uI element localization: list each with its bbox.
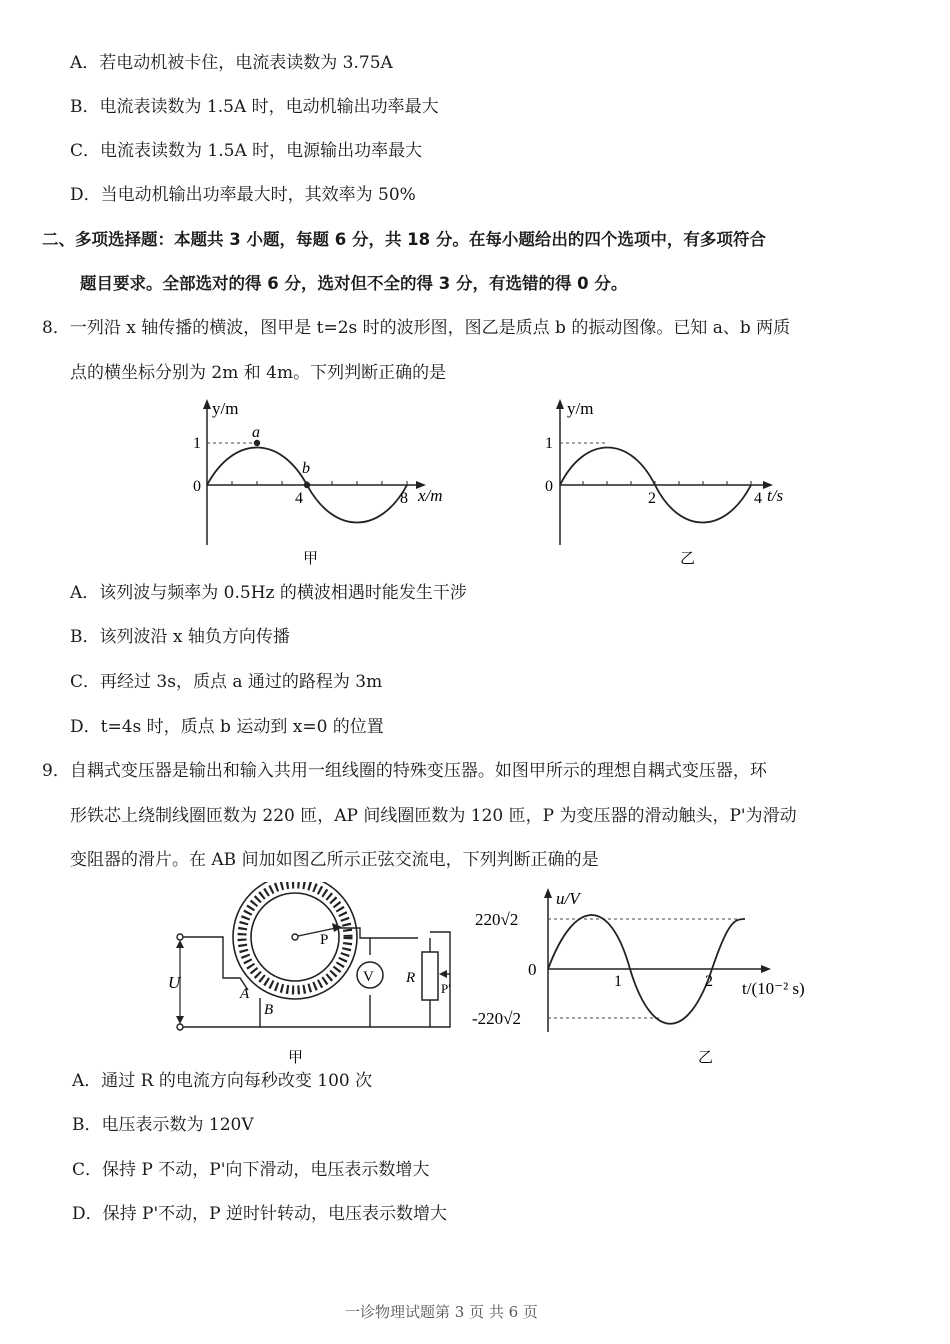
- q8-stem-line2: 点的横坐标分别为 2m 和 4m。下列判断正确的是: [70, 363, 447, 383]
- point-b-marker: [304, 482, 310, 488]
- q7-option-a: A．若电动机被卡住，电流表读数为 3.75A: [70, 53, 393, 73]
- vib-tick-0: 0: [545, 478, 553, 495]
- rheostat-slider-label: P': [441, 981, 451, 996]
- coil-windings: [242, 884, 348, 990]
- point-b-label: b: [302, 460, 310, 477]
- vib-tick-4: 4: [754, 490, 762, 507]
- terminal-a-label: A: [240, 986, 250, 1002]
- page-footer: 一诊物理试题第 3 页 共 6 页: [345, 1303, 538, 1321]
- ac-caption: 乙: [698, 1050, 714, 1066]
- ac-min-label: -220√2: [472, 1009, 521, 1028]
- q9-ac-voltage-graph: [470, 882, 840, 1067]
- ac-tick-2: 2: [705, 973, 713, 990]
- q9-option-c: C．保持 P 不动，P'向下滑动，电压表示数增大: [72, 1160, 430, 1180]
- vib-y-axis-label: y/m: [567, 399, 594, 418]
- ac-tick-1: 1: [614, 973, 622, 990]
- vib-caption: 乙: [680, 551, 696, 567]
- vib-tick-2: 2: [648, 490, 656, 507]
- q8-vibration-graph: [535, 395, 815, 570]
- q9-option-d: D．保持 P'不动，P 逆时针转动，电压表示数增大: [72, 1204, 447, 1224]
- q8-option-b: B．该列波沿 x 轴负方向传播: [70, 627, 290, 647]
- q9-option-a: A．通过 R 的电流方向每秒改变 100 次: [72, 1071, 373, 1091]
- q7-option-d: D．当电动机输出功率最大时，其效率为 50%: [70, 185, 416, 205]
- ac-y-axis-label: u/V: [556, 889, 580, 908]
- section2-heading-line1: 二、多项选择题：本题共 3 小题，每题 6 分，共 18 分。在每小题给出的四个选项中，有多项符合: [42, 230, 766, 249]
- q9-stem-line1: 9．自耦式变压器是输出和输入共用一组线圈的特殊变压器。如图甲所示的理想自耦式变压器，环: [42, 761, 767, 781]
- ac-max-label: 220√2: [475, 910, 519, 929]
- wave-tick-8: 8: [400, 490, 408, 507]
- q8-option-c: C．再经过 3s，质点 a 通过的路程为 3m: [70, 672, 383, 692]
- q8-wave-graph: [180, 395, 480, 570]
- q9-stem-line2: 形铁芯上绕制线圈匝数为 220 匝，AP 间线圈匝数为 120 匝，P 为变压器的滑动触头，P'为滑动: [70, 806, 797, 826]
- q8-option-d: D．t=4s 时，质点 b 运动到 x=0 的位置: [70, 717, 384, 737]
- q9-circuit-diagram: [160, 882, 470, 1067]
- q7-option-c: C．电流表读数为 1.5A 时，电源输出功率最大: [70, 141, 423, 161]
- wave-x-axis-label: x/m: [418, 486, 443, 505]
- vib-tick-1: 1: [545, 435, 553, 452]
- section2-heading-line2: 题目要求。全部选对的得 6 分，选对但不全的得 3 分，有选错的得 0 分。: [80, 274, 628, 293]
- wave-tick-1: 1: [193, 435, 201, 452]
- input-voltage-label: U: [168, 973, 181, 992]
- voltmeter-label: V: [363, 969, 374, 985]
- wave-tick-4: 4: [295, 490, 303, 507]
- wave-y-axis-label: y/m: [212, 399, 239, 418]
- q8-stem-line1: 8．一列沿 x 轴传播的横波，图甲是 t=2s 时的波形图，图乙是质点 b 的振动图像。已知 a、b 两质: [42, 318, 791, 338]
- q8-option-a: A．该列波与频率为 0.5Hz 的横波相遇时能发生干涉: [70, 583, 467, 603]
- slider-p-label: P: [320, 932, 329, 948]
- circuit-caption: 甲: [288, 1050, 304, 1066]
- q9-stem-line3: 变阻器的滑片。在 AB 间加如图乙所示正弦交流电，下列判断正确的是: [70, 850, 599, 870]
- ac-zero-label: 0: [528, 960, 537, 979]
- vib-x-axis-label: t/s: [767, 486, 784, 505]
- rheostat-r-label: R: [406, 970, 416, 986]
- ac-x-axis-label: t/(10⁻² s): [742, 979, 805, 998]
- q9-option-b: B．电压表示数为 120V: [72, 1115, 254, 1135]
- wave-caption: 甲: [303, 551, 319, 567]
- q7-option-b: B．电流表读数为 1.5A 时，电动机输出功率最大: [70, 97, 439, 117]
- rheostat-r: [422, 952, 438, 1000]
- wave-tick-0: 0: [193, 478, 201, 495]
- point-a-label: a: [252, 424, 260, 441]
- terminal-b-label: B: [264, 1002, 274, 1018]
